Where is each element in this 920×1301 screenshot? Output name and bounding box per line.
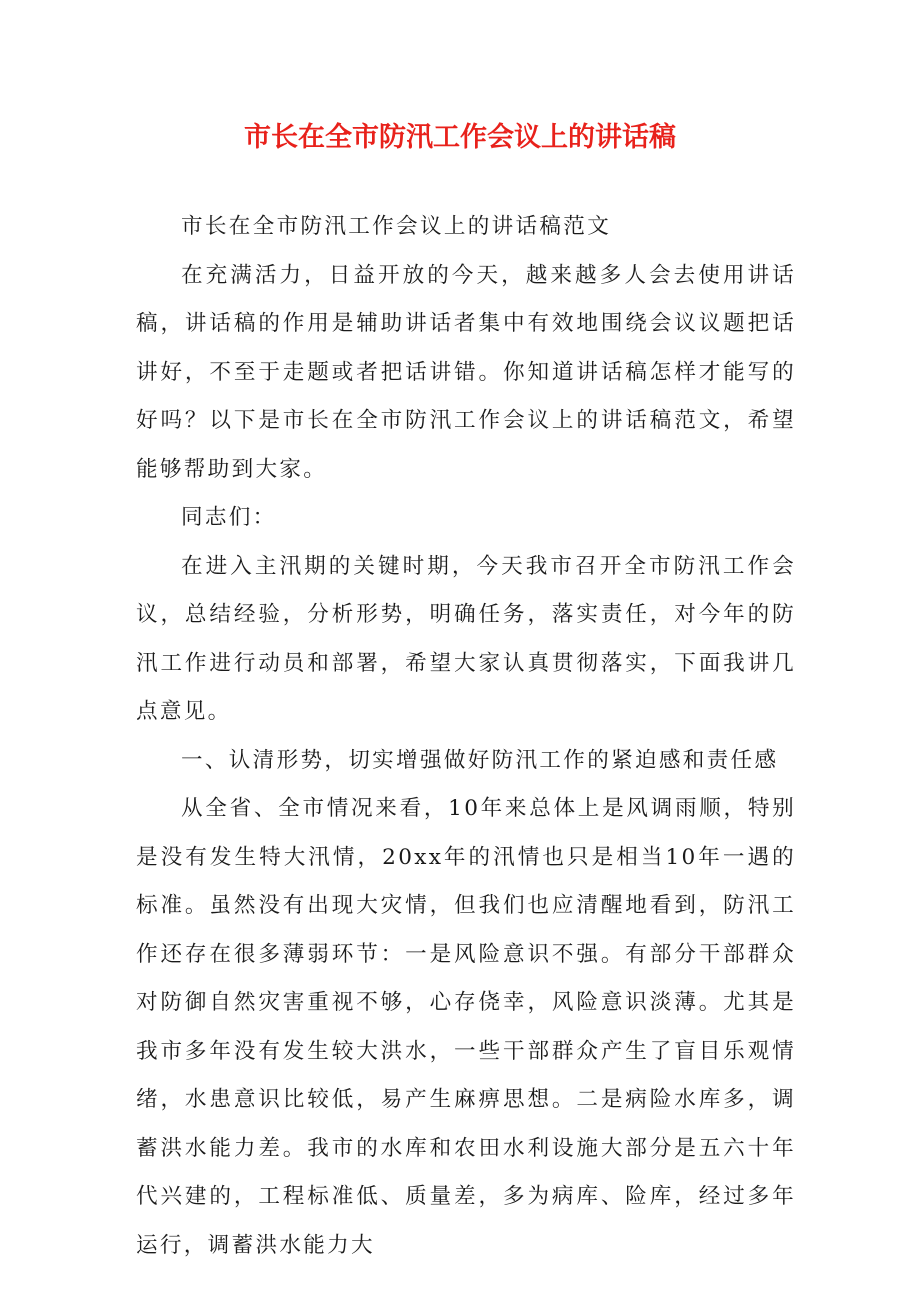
document-body — [136, 203, 796, 1270]
opening-paragraph: 在进入主汛期的关键时期，今天我市召开全市防汛工作会议，总结经验，分析形势，明确任务，落实责任，对今年的防汛工作进行动员和部署，希望大家认真贯彻落实，下面我讲几点意见。 — [136, 553, 796, 724]
subtitle-paragraph: 市长在全市防汛工作会议上的讲话稿范文 — [181, 214, 612, 239]
document-title: 市长在全市防汛工作会议上的讲话稿 — [244, 122, 676, 153]
situation-paragraph: 从全省、全市情况来看，10年来总体上是风调雨顺，特别是没有发生特大汛情，20xx年的汛情也只是相当10年一遇的标准。虽然没有出现大灾情，但我们也应清醒地看到，防汛工作还存在很多薄弱环节：一是风险意识不强。有部分干部群众对防御自然灾害重视不够，心存侥幸，风险意识淡薄。尤其是我市多年没有发生较大洪水，一些干部群众产生了盲目乐观情绪，水患意识比较低，易产生麻痹思想。二是病险水库多，调蓄洪水能力差。我市的水库和农田水利设施大部分是五六十年代兴建的，工程标准低、质量差，多为病库、险库，经过多年运行，调蓄洪水能力大 — [136, 796, 796, 1258]
salutation-paragraph: 同志们： — [181, 505, 277, 530]
section-heading: 一、认清形势，切实增强做好防汛工作的紧迫感和责任感 — [181, 747, 779, 773]
intro-paragraph: 在充满活力，日益开放的今天，越来越多人会去使用讲话稿，讲话稿的作用是辅助讲话者集中有效地围绕会议议题把话讲好，不至于走题或者把话讲错。你知道讲话稿怎样才能写的好吗？以下是市长在全市防汛工作会议上的讲话稿范文，希望能够帮助到大家。 — [136, 262, 796, 482]
